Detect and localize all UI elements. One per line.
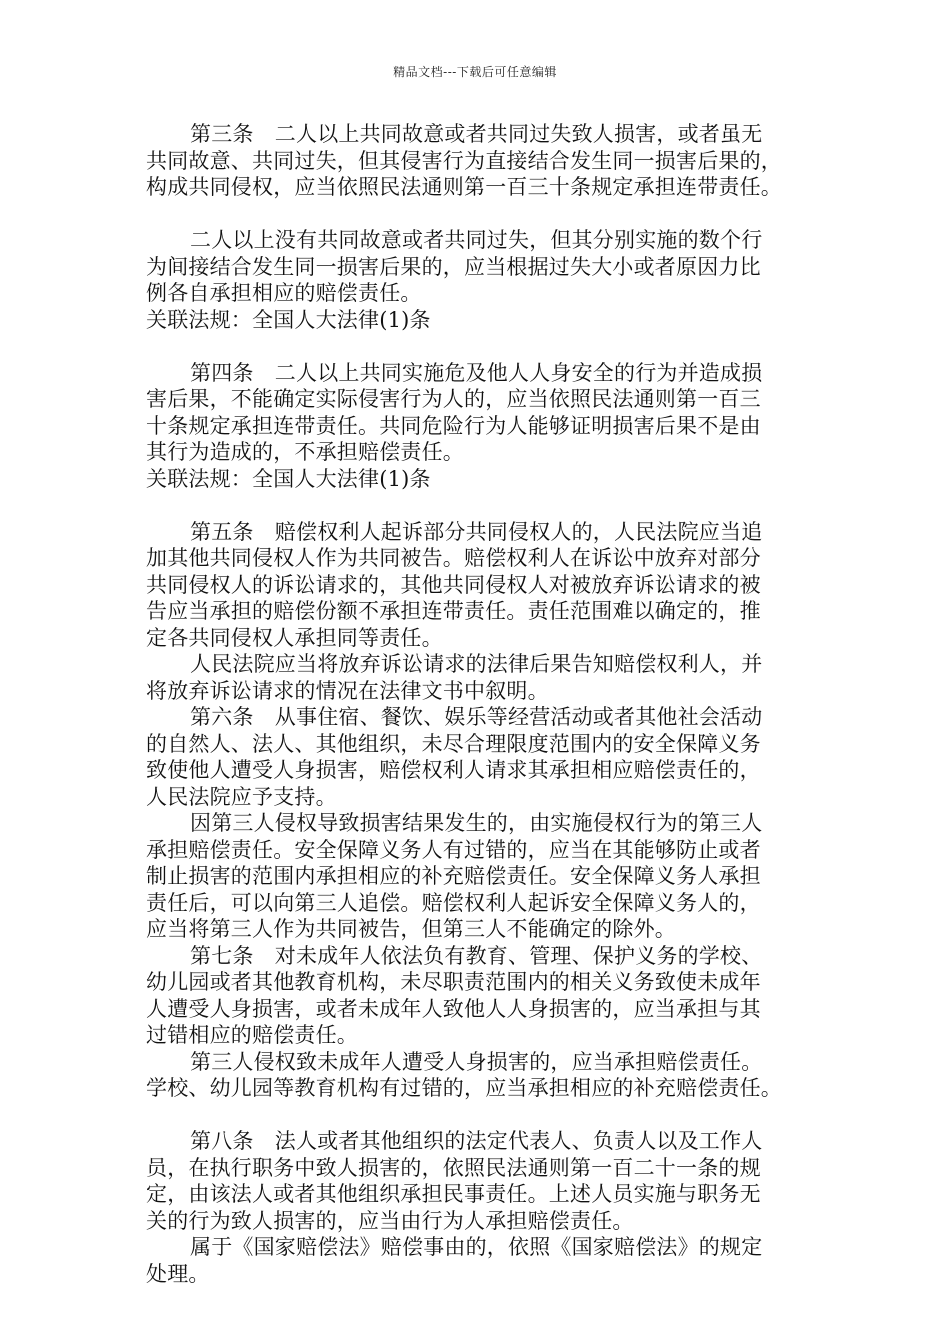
- related-law-line: 关联法规：全国人大法律(1)条: [146, 466, 431, 491]
- text-line: 为间接结合发生同一损害后果的，应当根据过失大小或者原因力比: [146, 254, 761, 279]
- text-line: 的自然人、法人、其他组织，未尽合理限度范围内的安全保障义务: [146, 731, 761, 756]
- related-law-line: 关联法规：全国人大法律(1)条: [146, 307, 431, 332]
- text-line: 第三人侵权致未成年人遭受人身损害的，应当承担赔偿责任。: [190, 1049, 763, 1074]
- text-line: 应当将第三人作为共同被告，但第三人不能确定的除外。: [146, 917, 676, 941]
- text-line: 幼儿园或者其他教育机构，未尽职责范围内的相关义务致使未成年: [146, 970, 761, 994]
- text-line: 第四条 二人以上共同实施危及他人人身安全的行为并造成损: [190, 360, 763, 385]
- text-line: 第六条 从事住宿、餐饮、娱乐等经营活动或者其他社会活动: [190, 705, 763, 729]
- text-line: 共同侵权人的诉讼请求的，其他共同侵权人对被放弃诉讼请求的被: [146, 572, 761, 597]
- text-line: 例各自承担相应的赔偿责任。: [146, 281, 422, 305]
- text-line: 制止损害的范围内承担相应的补充赔偿责任。安全保障义务人承担: [146, 864, 761, 888]
- text-line: 第五条 赔偿权利人起诉部分共同侵权人的，人民法院应当追: [190, 519, 763, 544]
- document-body: [146, 121, 818, 1287]
- text-line: 过错相应的赔偿责任。: [146, 1023, 358, 1047]
- text-line: 学校、幼儿园等教育机构有过错的，应当承担相应的补充赔偿责任。: [146, 1076, 782, 1100]
- text-line: 共同故意、共同过失，但其侵害行为直接结合发生同一损害后果的，: [146, 148, 782, 173]
- text-line: 构成共同侵权，应当依照民法通则第一百三十条规定承担连带责任。: [146, 175, 782, 199]
- text-line: 人民法院应予支持。: [146, 784, 337, 809]
- text-line: 因第三人侵权导致损害结果发生的，由实施侵权行为的第三人: [190, 811, 763, 835]
- text-line: 员，在执行职务中致人损害的，依照民法通则第一百二十一条的规: [146, 1155, 761, 1180]
- text-line: 人遭受人身损害，或者未成年人致他人人身损害的，应当承担与其: [146, 996, 761, 1021]
- text-line: 责任后，可以向第三人追偿。赔偿权利人起诉安全保障义务人的，: [146, 890, 761, 915]
- text-line: 十条规定承担连带责任。共同危险行为人能够证明损害后果不是由: [146, 413, 761, 438]
- text-line: 告应当承担的赔偿份额不承担连带责任。责任范围难以确定的，推: [146, 599, 761, 623]
- page-header: 精品文档---下载后可任意编辑: [393, 65, 557, 79]
- text-line: 定各共同侵权人承担同等责任。: [146, 625, 443, 650]
- text-line: 处理。: [146, 1261, 210, 1286]
- text-line: 关的行为致人损害的，应当由行为人承担赔偿责任。: [146, 1208, 634, 1233]
- text-line: 第八条 法人或者其他组织的法定代表人、负责人以及工作人: [190, 1129, 763, 1153]
- text-line: 致使他人遭受人身损害，赔偿权利人请求其承担相应赔偿责任的，: [146, 758, 761, 782]
- text-line: 加其他共同侵权人作为共同被告。赔偿权利人在诉讼中放弃对部分: [146, 546, 761, 570]
- text-line: 定，由该法人或者其他组织承担民事责任。上述人员实施与职务无: [146, 1182, 761, 1206]
- text-line: 其行为造成的，不承担赔偿责任。: [146, 440, 464, 464]
- text-line: 人民法院应当将放弃诉讼请求的法律后果告知赔偿权利人，并: [190, 652, 763, 676]
- text-line: 承担赔偿责任。安全保障义务人有过错的，应当在其能够防止或者: [146, 837, 761, 862]
- text-line: 将放弃诉讼请求的情况在法律文书中叙明。: [146, 678, 549, 703]
- text-line: 属于《国家赔偿法》赔偿事由的，依照《国家赔偿法》的规定: [190, 1235, 763, 1259]
- text-line: 第七条 对未成年人依法负有教育、管理、保护义务的学校、: [190, 943, 763, 968]
- text-line: 第三条 二人以上共同故意或者共同过失致人损害，或者虽无: [190, 122, 763, 146]
- text-line: 二人以上没有共同故意或者共同过失，但其分别实施的数个行: [190, 228, 763, 252]
- text-line: 害后果，不能确定实际侵害行为人的，应当依照民法通则第一百三: [146, 387, 761, 411]
